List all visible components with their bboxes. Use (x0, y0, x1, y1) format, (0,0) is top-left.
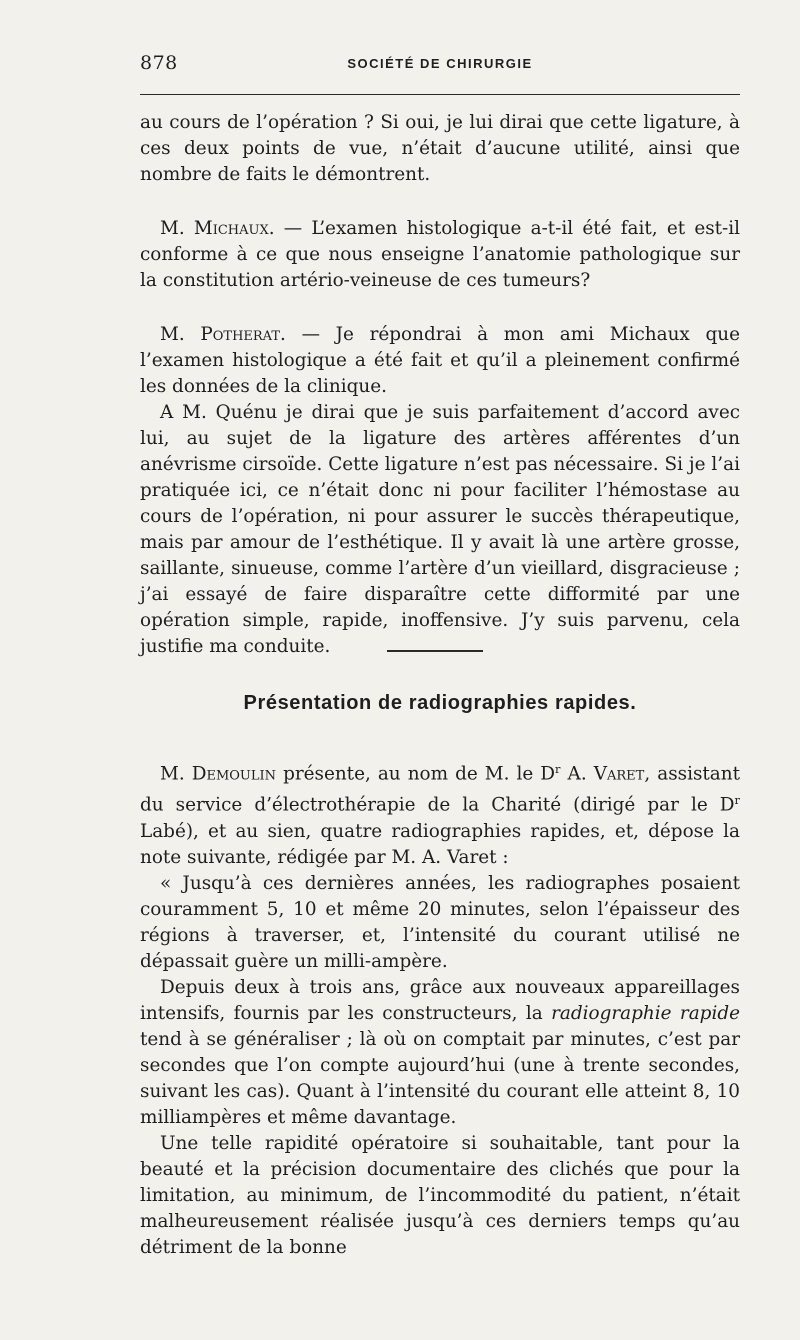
text-run: présente, au nom de M. le D (276, 763, 556, 785)
header-rule (140, 94, 740, 95)
paragraph-rapid-radiography (140, 975, 740, 1131)
paragraph-rapidity: Une telle rapidité opératoire si souhaitable, tant pour la beauté et la précision documentaire des clichés que pour la limitation, au minimum, de l’incommodité du patient, n’était malheureusement réalisée jusqu’à ces derniers temps qu’au détriment de la bonne (140, 1132, 740, 1258)
superscript: r (555, 762, 561, 776)
speaker-demoulin: Demoulin (191, 763, 277, 785)
italic-term: radiographie rapide (551, 1002, 740, 1024)
paragraph-demoulin (140, 756, 740, 871)
section-separator (387, 650, 483, 652)
discussion-block (140, 110, 740, 660)
paragraph-potherat (140, 322, 740, 400)
page-number: 878 (140, 52, 178, 74)
presentation-block (140, 756, 740, 1261)
text-run: Labé), et au sien, quatre radiographies rapides, et, dépose la note suivante, rédigée par M. A. Varet : (140, 820, 740, 868)
prefix-m: M. (160, 763, 192, 785)
potherat-remark: — Je répondrai à mon ami Michaux que l’examen histologique a été fait et qu’il a pleinement confirmé les données de la clinique. (140, 324, 740, 397)
page-header (140, 52, 740, 78)
text-run: A. (560, 763, 594, 785)
paragraph-continuation: au cours de l’opération ? Si oui, je lui dirai que cette ligature, à ces deux points de vue, n’était d’aucune utilité, ainsi que nombre de faits le démontrent. (140, 112, 740, 185)
paragraph-michaux (140, 216, 740, 294)
text-run: Depuis deux à trois ans, grâce aux nouveaux appareillages intensifs, fournis par les constructeurs, la (140, 976, 740, 1024)
section-title: Présentation de radiographies rapides. (243, 692, 637, 714)
speaker-michaux: M. Michaux. (160, 218, 275, 239)
paragraph-reply-quenu: A M. Quénu je dirai que je suis parfaitement d’accord avec lui, au sujet de la ligature des artères afférentes d’un anévrisme cirsoïde. Cette ligature n’est pas nécessaire. Si je l’ai pratiquée ici, ce n’était donc ni pour faciliter l’hémostase au cours de l’opération, ni pour assurer le succès thérapeutique, mais par amour de l’esthétique. Il y avait là une artère grosse, saillante, sinueuse, comme l’artère d’un vieillard, disgracieuse ; j’ai essayé de faire disparaître cette difformité par une opération simple, rapide, inoffensive. J’y suis parvenu, cela justifie ma conduite. (140, 402, 740, 657)
speaker-potherat: M. Potherat. (160, 324, 286, 345)
running-title: SOCIÉTÉ DE CHIRURGIE (347, 56, 533, 71)
paragraph-history: « Jusqu’à ces dernières années, les radiographes posaient couramment 5, 10 et même 20 minutes, selon l’épaisseur des régions à traverser, et, l’intensité du courant utilisé ne dépassait guère un milli-ampère. (140, 872, 740, 972)
text-run: tend à se généraliser ; là où on comptait par minutes, c’est par secondes que l’on compte aujourd’hui (une à trente secondes, suivant les cas). Quant à l’intensité du courant elle atteint 8, 10 milliampères et même davantage. (140, 1028, 740, 1128)
text-run: , assistant du service d’électrothérapie de la Charité (dirigé par le D (140, 763, 740, 816)
name-varet: Varet (593, 763, 645, 785)
superscript: r (734, 793, 740, 808)
michaux-remark: — L’examen histologique a-t-il été fait, et est-il conforme à ce que nous enseigne l’anatomie pathologique sur la constitution artério-veineuse de ces tumeurs? (140, 218, 741, 291)
